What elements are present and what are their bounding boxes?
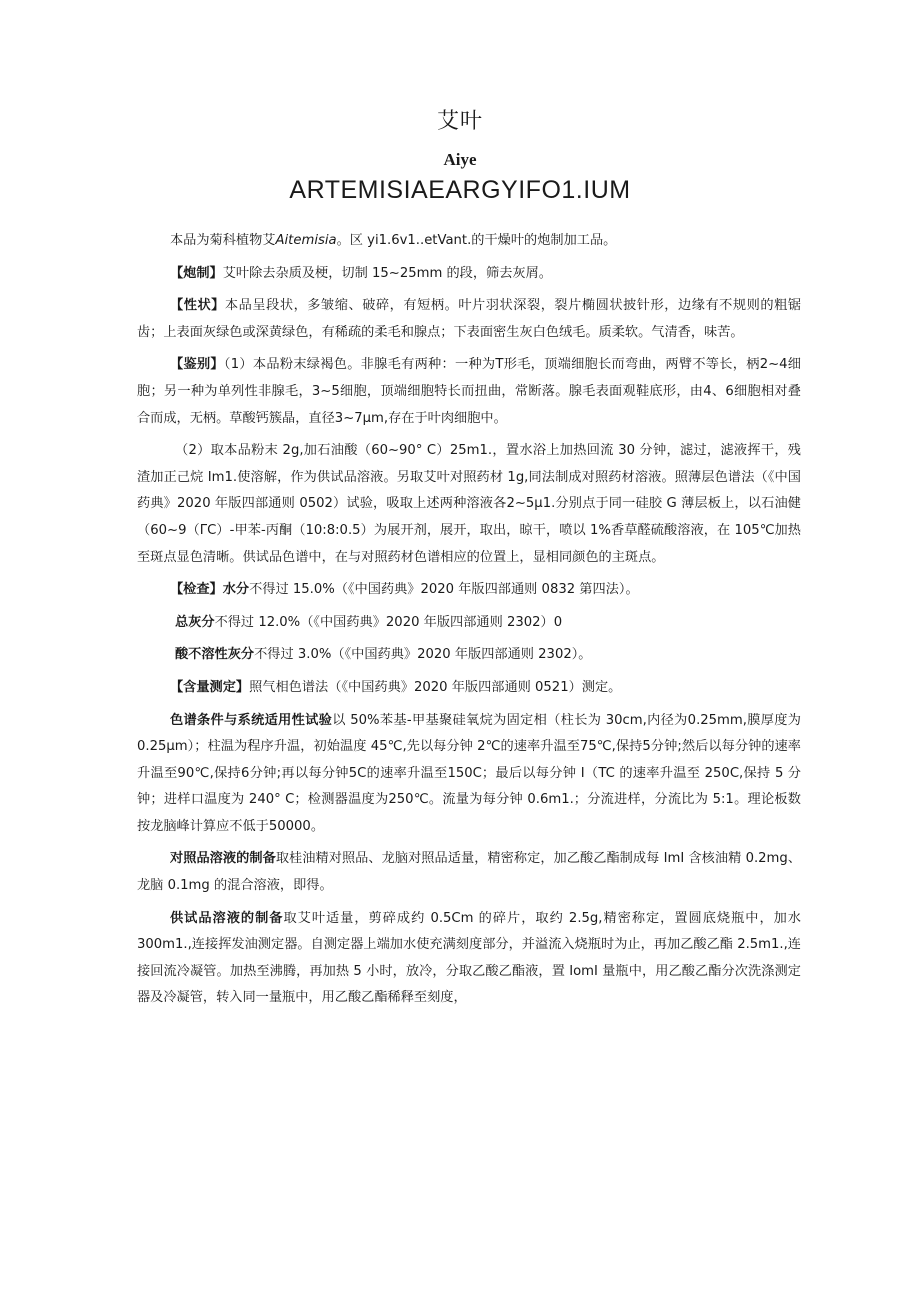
inspection-total-ash — [137, 610, 801, 637]
title-latin: ARTEMISIAEARGYIFO1.IUM — [289, 176, 631, 204]
total-ash-text: 不得过 12.0%（《中国药典》2020 年版四部通则 2302）0 — [214, 614, 563, 630]
inspection-acid-ash — [137, 642, 801, 669]
processing-text: 艾叶除去杂质及梗，切制 15~25mm 的段，筛去灰屑。 — [222, 265, 552, 281]
identification-label: 【鉴别】 — [170, 357, 224, 373]
processing-section — [137, 261, 801, 288]
identification-paragraph-2: （2）取本品粉末 2g,加石油酸（60~90° C）25m1.，置水浴上加热回流 30 分钟，滤过，滤液挥干，残渣加正己烷 Im1.使溶解，作为供试品溶液。另取艾叶对照药材 1g,同法制成对照药材溶液。照薄层色谱法（《中国药典》2020 年版四部通则 0502）试验，吸取上述两种溶液各2~5μ1.分别点于同一硅胶 G 薄层板上，以石油健（60~9（ΓC）-甲苯-丙酮（10:8:0.5）为展开剂，展开，取出，晾干，喷以 1%香草醛硫酸溶液，在 105℃加热至斑点显色清晰。供试品色谱中，在与对照药材色谱相应的位置上，显相同颜色的主斑点。 — [137, 443, 801, 565]
monograph-body — [137, 228, 801, 1018]
water-text: 不得过 15.0%（《中国药典》2020 年版四部通则 0832 第四法）。 — [249, 582, 639, 598]
intro-paragraph — [137, 228, 801, 255]
chromatography-text: 以 50%苯基-甲基聚硅氧烷为固定相（柱长为 30cm,内径为0.25mm,膜厚度为 0.25μm）；柱温为程序升温，初始温度 45℃,先以每分钟 2℃的速率升温至75℃,保持5分钟;然后以每分钟的速率升温至90℃,保持6分钟;再以每分钟5C的速率升温至150C；最后以每分钟 I（TC 的速率升温至 250C,保持 5 分钟；进样口温度为 240° C；检测器温度为250℃。流量为每分钟 0.6m1.；分流进样，分流比为 5:1。理论板数按龙脑峰计算应不低于50000。 — [137, 712, 801, 834]
inspection-label: 【检查】 — [170, 582, 223, 598]
assay-text: 照气相色谱法（《中国药典》2020 年版四部通则 0521）测定。 — [249, 679, 622, 695]
assay-label: 【含量测定】 — [170, 679, 250, 695]
processing-label: 【炮制】 — [170, 265, 223, 281]
intro-suffix: 。区 yi1.6v1..etVant.的干燥叶的炮制加工品。 — [336, 233, 617, 248]
test-solution-label: 供试品溶液的制备 — [170, 910, 284, 926]
test-solution — [137, 906, 801, 1012]
acid-ash-label: 酸不溶性灰分 — [175, 647, 255, 663]
reference-solution — [137, 846, 801, 899]
reference-solution-label: 对照品溶液的制备 — [170, 851, 276, 867]
reference-solution-text: 取桂油精对照品、龙脑对照品适量，精密称定，加乙酸乙酯制成每 ImI 含核油精 0.2mg、龙脑 0.1mg 的混合溶液，即得。 — [137, 851, 802, 894]
water-label: 水分 — [222, 582, 250, 598]
chromatography-conditions — [137, 708, 801, 841]
identification-section — [137, 352, 801, 432]
total-ash-label: 总灰分 — [175, 614, 215, 630]
description-label: 【性状】 — [170, 298, 225, 314]
intro-latin-genus: Aitemisia — [275, 233, 337, 248]
intro-prefix: 本品为菊科植物艾 — [170, 233, 276, 248]
identification-text-1: （1）本品粉末绿褐色。非腺毛有两种：一种为T形毛，顶端细胞长而弯曲，两臂不等长，柄2~4细胞；另一种为单列性非腺毛，3~5细胞，顶端细胞特长而扭曲，常断落。腺毛表面观鞋底形，由4、6细胞相对叠合而成，无柄。草酸钙簇晶，直径3~7μm,存在于叶肉细胞中。 — [137, 357, 801, 426]
description-section — [137, 293, 801, 346]
acid-ash-text: 不得过 3.0%（《中国药典》2020 年版四部通则 2302）。 — [254, 647, 592, 663]
inspection-water — [137, 577, 801, 604]
title-pinyin: Aiye — [443, 150, 477, 169]
chromatography-label: 色谱条件与系统适用性试验 — [170, 712, 333, 728]
title-chinese: 艾叶 — [436, 109, 483, 134]
test-solution-text: 取艾叶适量，剪碎成约 0.5Cm 的碎片，取约 2.5g,精密称定，置圆底烧瓶中，加水 300m1.,连接挥发油测定器。自测定器上端加水使充满刻度部分，并溢流入烧瓶时为止，再加乙酸乙酯 2.5m1.,连接回流冷凝管。加热至沸腾，再加热 5 小时，放冷，分取乙酸乙酯液，置 IomI 量瓶中，用乙酸乙酯分次洗涤测定器及冷凝管，转入同一量瓶中，用乙酸乙酯稀释至刻度， — [137, 910, 801, 1006]
assay-section — [137, 675, 801, 702]
description-text: 本品呈段状，多皱缩、破碎，有短柄。叶片羽状深裂，裂片椭圆状披针形，边缘有不规则的粗锯齿；上表面灰绿色或深黄绿色，有稀疏的柔毛和腺点；下表面密生灰白色绒毛。质柔软。气清香，味苦。 — [137, 298, 802, 340]
